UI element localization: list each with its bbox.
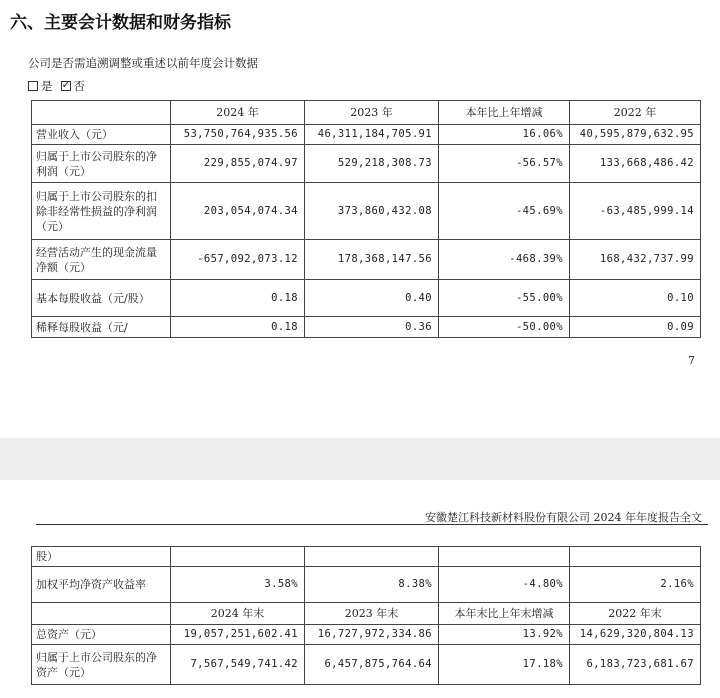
empty-cell (439, 547, 570, 567)
value-cell: 40,595,879,632.95 (570, 125, 701, 145)
header-cell: 本年末比上年末增减 (439, 603, 570, 625)
value-cell: 14,629,320,804.13 (570, 625, 701, 645)
value-cell: 16,727,972,334.86 (305, 625, 439, 645)
header-cell (32, 101, 171, 125)
value-cell: 16.06% (439, 125, 570, 145)
table-row (32, 145, 701, 183)
value-cell: -55.00% (439, 280, 570, 317)
restatement-choices (28, 78, 93, 94)
row-label: 总资产（元） (32, 625, 171, 645)
value-cell: 203,054,074.34 (171, 183, 305, 240)
value-cell: -468.39% (439, 240, 570, 280)
empty-cell (570, 547, 701, 567)
page-gap (0, 438, 720, 480)
value-cell: -63,485,999.14 (570, 183, 701, 240)
header-rule (36, 524, 708, 525)
header-cell (32, 603, 171, 625)
financial-data-table (31, 100, 701, 338)
value-cell: 0.36 (305, 317, 439, 338)
checkbox-yes (28, 81, 38, 91)
value-cell: 0.18 (171, 280, 305, 317)
table-row (32, 280, 701, 317)
table-row (32, 645, 701, 685)
row-label: 营业收入（元） (32, 125, 171, 145)
value-cell: 0.10 (570, 280, 701, 317)
header-cell: 2022 年 (570, 101, 701, 125)
value-cell: -657,092,073.12 (171, 240, 305, 280)
restatement-question: 公司是否需追溯调整或重述以前年度会计数据 (28, 56, 258, 70)
value-cell: 0.40 (305, 280, 439, 317)
row-label: 归属于上市公司股东的扣除非经常性损益的净利润（元） (32, 183, 171, 240)
row-label: 稀释每股收益（元/ (32, 317, 171, 338)
value-cell: 2.16% (570, 567, 701, 603)
value-cell: -4.80% (439, 567, 570, 603)
company-report-header: 安徽楚江科技新材料股份有限公司 2024 年年度报告全文 (425, 511, 702, 524)
header-cell: 2023 年末 (305, 603, 439, 625)
value-cell: -45.69% (439, 183, 570, 240)
row-label: 归属于上市公司股东的净资产（元） (32, 645, 171, 685)
table-row (32, 567, 701, 603)
value-cell: -50.00% (439, 317, 570, 338)
page-number: 7 (688, 354, 695, 367)
value-cell: 168,432,737.99 (570, 240, 701, 280)
choice-yes-label: 是 (41, 79, 53, 93)
choice-no-label: 否 (73, 79, 85, 93)
value-cell: 17.18% (439, 645, 570, 685)
table-row (32, 125, 701, 145)
value-cell: 0.18 (171, 317, 305, 338)
header-cell: 本年比上年增减 (439, 101, 570, 125)
table-row (32, 317, 701, 338)
checkbox-no (61, 81, 71, 91)
table-row (32, 547, 701, 567)
table-header-row (32, 603, 701, 625)
header-cell: 2024 年 (171, 101, 305, 125)
value-cell: 133,668,486.42 (570, 145, 701, 183)
value-cell: 13.92% (439, 625, 570, 645)
empty-cell (171, 547, 305, 567)
table-header-row (32, 101, 701, 125)
table-row (32, 183, 701, 240)
value-cell: 8.38% (305, 567, 439, 603)
value-cell: 46,311,184,705.91 (305, 125, 439, 145)
row-label: 归属于上市公司股东的净利润（元） (32, 145, 171, 183)
row-label: 基本每股收益（元/股） (32, 280, 171, 317)
value-cell: 7,567,549,741.42 (171, 645, 305, 685)
empty-cell (305, 547, 439, 567)
header-cell: 2022 年末 (570, 603, 701, 625)
value-cell: 6,457,875,764.64 (305, 645, 439, 685)
value-cell: 0.09 (570, 317, 701, 338)
header-cell: 2024 年末 (171, 603, 305, 625)
value-cell: 178,368,147.56 (305, 240, 439, 280)
header-cell: 2023 年 (305, 101, 439, 125)
table-row (32, 625, 701, 645)
row-label: 经营活动产生的现金流量净额（元） (32, 240, 171, 280)
row-label: 股） (32, 547, 171, 567)
value-cell: 229,855,074.97 (171, 145, 305, 183)
value-cell: 529,218,308.73 (305, 145, 439, 183)
financial-data-table-continued (31, 546, 701, 685)
value-cell: -56.57% (439, 145, 570, 183)
section-title: 六、主要会计数据和财务指标 (10, 13, 231, 33)
table-row (32, 240, 701, 280)
value-cell: 19,057,251,602.41 (171, 625, 305, 645)
value-cell: 53,750,764,935.56 (171, 125, 305, 145)
value-cell: 6,183,723,681.67 (570, 645, 701, 685)
value-cell: 3.58% (171, 567, 305, 603)
value-cell: 373,860,432.08 (305, 183, 439, 240)
row-label: 加权平均净资产收益率 (32, 567, 171, 603)
